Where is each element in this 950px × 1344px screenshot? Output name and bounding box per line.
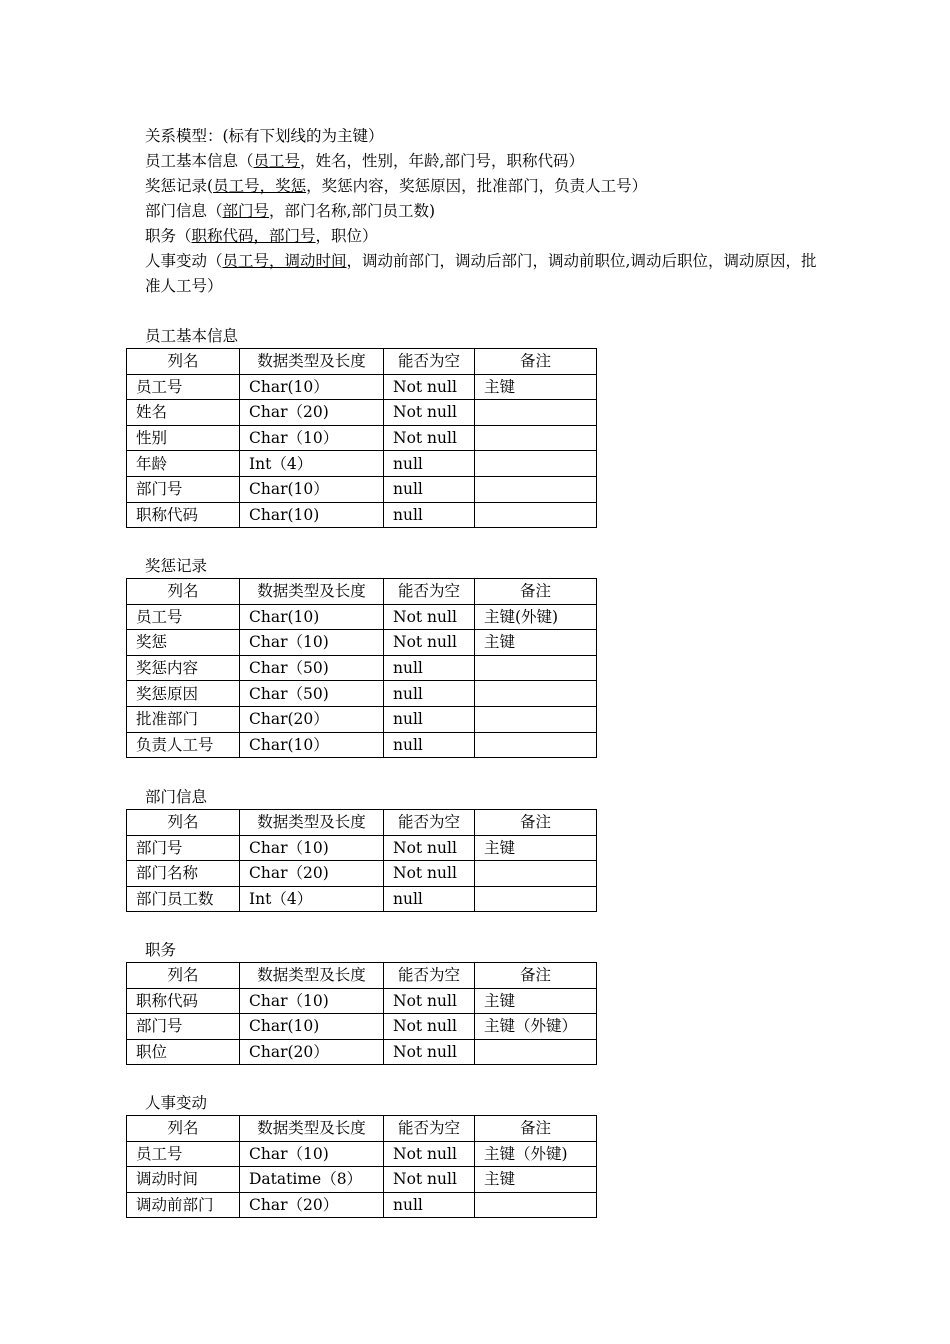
table-caption: 员工基本信息 (145, 327, 239, 345)
table-cell (475, 451, 597, 477)
table-cell: null (384, 886, 475, 912)
table-cell: Char(20） (240, 1039, 384, 1065)
header-cell: 备注 (475, 579, 597, 605)
header-cell: 列名 (127, 963, 240, 989)
table-cell: 调动时间 (127, 1167, 240, 1193)
table-cell: 部门号 (127, 1014, 240, 1040)
relation-model-title: 关系模型：(标有下划线的为主键） (145, 127, 384, 145)
table-cell: 批准部门 (127, 706, 240, 732)
header-cell: 能否为空 (384, 810, 475, 836)
header-cell: 备注 (475, 349, 597, 375)
table-cell (475, 861, 597, 887)
table-row (127, 861, 597, 887)
header-cell: 数据类型及长度 (240, 963, 384, 989)
table-cell: 主键（外键) (475, 1141, 597, 1167)
table-cell: null (384, 502, 475, 528)
table-cell: Not null (384, 1167, 475, 1193)
relation-attrs: ，部门名称,部门员工数) (269, 202, 436, 220)
table-cell: 调动前部门 (127, 1192, 240, 1218)
header-cell: 能否为空 (384, 349, 475, 375)
relation-attrs: ，职位） (315, 227, 378, 245)
table-cell: Char（10) (240, 1141, 384, 1167)
header-cell: 能否为空 (384, 579, 475, 605)
table-header-row (127, 1116, 597, 1142)
table-header-row (127, 963, 597, 989)
table-cell: 奖惩内容 (127, 655, 240, 681)
table-cell: Int（4） (240, 886, 384, 912)
table-cell (475, 476, 597, 502)
table-row (127, 1192, 597, 1218)
table-cell: Char（10) (240, 988, 384, 1014)
table-cell (475, 886, 597, 912)
table-cell: 员工号 (127, 374, 240, 400)
table-cell (475, 400, 597, 426)
table-header-row (127, 349, 597, 375)
table-row (127, 732, 597, 758)
table-row (127, 400, 597, 426)
table-row (127, 502, 597, 528)
table-cell: 主键 (475, 835, 597, 861)
table-cell (475, 425, 597, 451)
table-caption: 职务 (145, 941, 177, 959)
table-cell (475, 502, 597, 528)
table-cell: 员工号 (127, 604, 240, 630)
table-cell: 负责人工号 (127, 732, 240, 758)
primary-key: 职称代码，部门号 (191, 227, 316, 245)
table-row (127, 1039, 597, 1065)
relation-attrs: ，姓名，性别，年龄,部门号，职称代码） (300, 152, 584, 170)
primary-key: 员工号 (253, 152, 301, 170)
table-cell: Not null (384, 604, 475, 630)
table-row (127, 1141, 597, 1167)
table-header-row (127, 810, 597, 836)
table-cell (475, 681, 597, 707)
table-cell: 部门号 (127, 835, 240, 861)
table-cell (475, 706, 597, 732)
header-cell: 数据类型及长度 (240, 810, 384, 836)
relation-name: 员工基本信息（ (145, 152, 254, 170)
table-cell: 部门名称 (127, 861, 240, 887)
table-cell: 主键 (475, 1167, 597, 1193)
relation-name: 人事变动（ (145, 252, 223, 270)
table-cell: Not null (384, 988, 475, 1014)
personnel-change-table (126, 1115, 597, 1218)
table-cell: 职称代码 (127, 988, 240, 1014)
table-cell: Char（50) (240, 681, 384, 707)
table-header-row (127, 579, 597, 605)
employee-info-table (126, 348, 597, 528)
header-cell: 能否为空 (384, 1116, 475, 1142)
table-row (127, 604, 597, 630)
table-cell: 奖惩 (127, 630, 240, 656)
table-cell: Char（10） (240, 425, 384, 451)
table-cell: 主键(外键) (475, 604, 597, 630)
table-cell: Char(10) (240, 1014, 384, 1040)
table-cell: Char（20) (240, 400, 384, 426)
table-cell: 年龄 (127, 451, 240, 477)
primary-key: 部门号 (222, 202, 270, 220)
table-row (127, 886, 597, 912)
table-cell: 奖惩原因 (127, 681, 240, 707)
table-cell: null (384, 655, 475, 681)
relation-employee (145, 149, 825, 174)
table-cell: Char(10） (240, 374, 384, 400)
relation-reward-punish (145, 174, 825, 199)
table-cell: Not null (384, 1141, 475, 1167)
header-cell: 列名 (127, 579, 240, 605)
header-cell: 数据类型及长度 (240, 349, 384, 375)
relation-name: 职务（ (145, 227, 192, 245)
table-cell: null (384, 476, 475, 502)
table-row (127, 425, 597, 451)
header-cell: 列名 (127, 810, 240, 836)
table-cell: null (384, 732, 475, 758)
table-cell (475, 732, 597, 758)
table-caption: 奖惩记录 (145, 557, 208, 575)
table-cell: Not null (384, 400, 475, 426)
table-cell: Char(20） (240, 706, 384, 732)
header-cell: 数据类型及长度 (240, 1116, 384, 1142)
table-row (127, 681, 597, 707)
table-cell: Char（20） (240, 1192, 384, 1218)
table-cell: 性别 (127, 425, 240, 451)
table-row (127, 476, 597, 502)
table-cell: Not null (384, 1014, 475, 1040)
table-cell: Char(10） (240, 732, 384, 758)
table-cell: 主键 (475, 374, 597, 400)
table-row (127, 835, 597, 861)
relation-attrs: ，调动前部门，调动后部门，调动前职位,调动后职位，调动原因，批准人工号） (145, 252, 817, 295)
table-cell: null (384, 1192, 475, 1218)
table-cell (475, 1039, 597, 1065)
table-cell: 姓名 (127, 400, 240, 426)
primary-key: 员工号，调动时间 (222, 252, 347, 270)
table-cell: 主键（外键） (475, 1014, 597, 1040)
table-cell: Char（10) (240, 630, 384, 656)
table-row (127, 1167, 597, 1193)
table-cell (475, 1192, 597, 1218)
reward-punish-table (126, 578, 597, 758)
relation-model-section (145, 124, 825, 299)
table-cell: Char（20) (240, 861, 384, 887)
department-info-table (126, 809, 597, 912)
table-cell: Not null (384, 1039, 475, 1065)
table-cell (475, 655, 597, 681)
table-cell: Int（4） (240, 451, 384, 477)
header-cell: 备注 (475, 810, 597, 836)
table-cell: null (384, 451, 475, 477)
table-row (127, 988, 597, 1014)
table-cell: Char(10) (240, 604, 384, 630)
table-cell: 部门员工数 (127, 886, 240, 912)
table-caption: 部门信息 (145, 788, 208, 806)
table-cell: Not null (384, 861, 475, 887)
table-cell: 主键 (475, 988, 597, 1014)
table-row (127, 374, 597, 400)
table-cell: 职位 (127, 1039, 240, 1065)
table-cell: Not null (384, 425, 475, 451)
table-row (127, 630, 597, 656)
header-cell: 列名 (127, 349, 240, 375)
table-caption: 人事变动 (145, 1094, 208, 1112)
header-cell: 备注 (475, 963, 597, 989)
relation-position (145, 224, 825, 249)
table-row (127, 655, 597, 681)
table-cell: Char(10) (240, 502, 384, 528)
primary-key: 员工号，奖惩 (213, 177, 307, 195)
table-cell: Char(10） (240, 476, 384, 502)
table-cell: Not null (384, 374, 475, 400)
table-cell: 部门号 (127, 476, 240, 502)
header-cell: 备注 (475, 1116, 597, 1142)
table-row (127, 1014, 597, 1040)
table-cell: 职称代码 (127, 502, 240, 528)
relation-name: 奖惩记录( (145, 177, 214, 195)
table-row (127, 451, 597, 477)
relation-attrs: ，奖惩内容，奖惩原因，批准部门，负责人工号） (306, 177, 648, 195)
header-cell: 能否为空 (384, 963, 475, 989)
table-cell: null (384, 706, 475, 732)
table-cell: Datatime（8） (240, 1167, 384, 1193)
table-cell: Not null (384, 835, 475, 861)
relation-name: 部门信息（ (145, 202, 223, 220)
header-cell: 数据类型及长度 (240, 579, 384, 605)
header-cell: 列名 (127, 1116, 240, 1142)
table-cell: Not null (384, 630, 475, 656)
table-cell: Char（50) (240, 655, 384, 681)
table-cell: 主键 (475, 630, 597, 656)
table-cell: null (384, 681, 475, 707)
table-cell: Char（10) (240, 835, 384, 861)
position-table (126, 962, 597, 1065)
table-cell: 员工号 (127, 1141, 240, 1167)
table-row (127, 706, 597, 732)
relation-personnel-change (145, 249, 825, 299)
relation-department (145, 199, 825, 224)
